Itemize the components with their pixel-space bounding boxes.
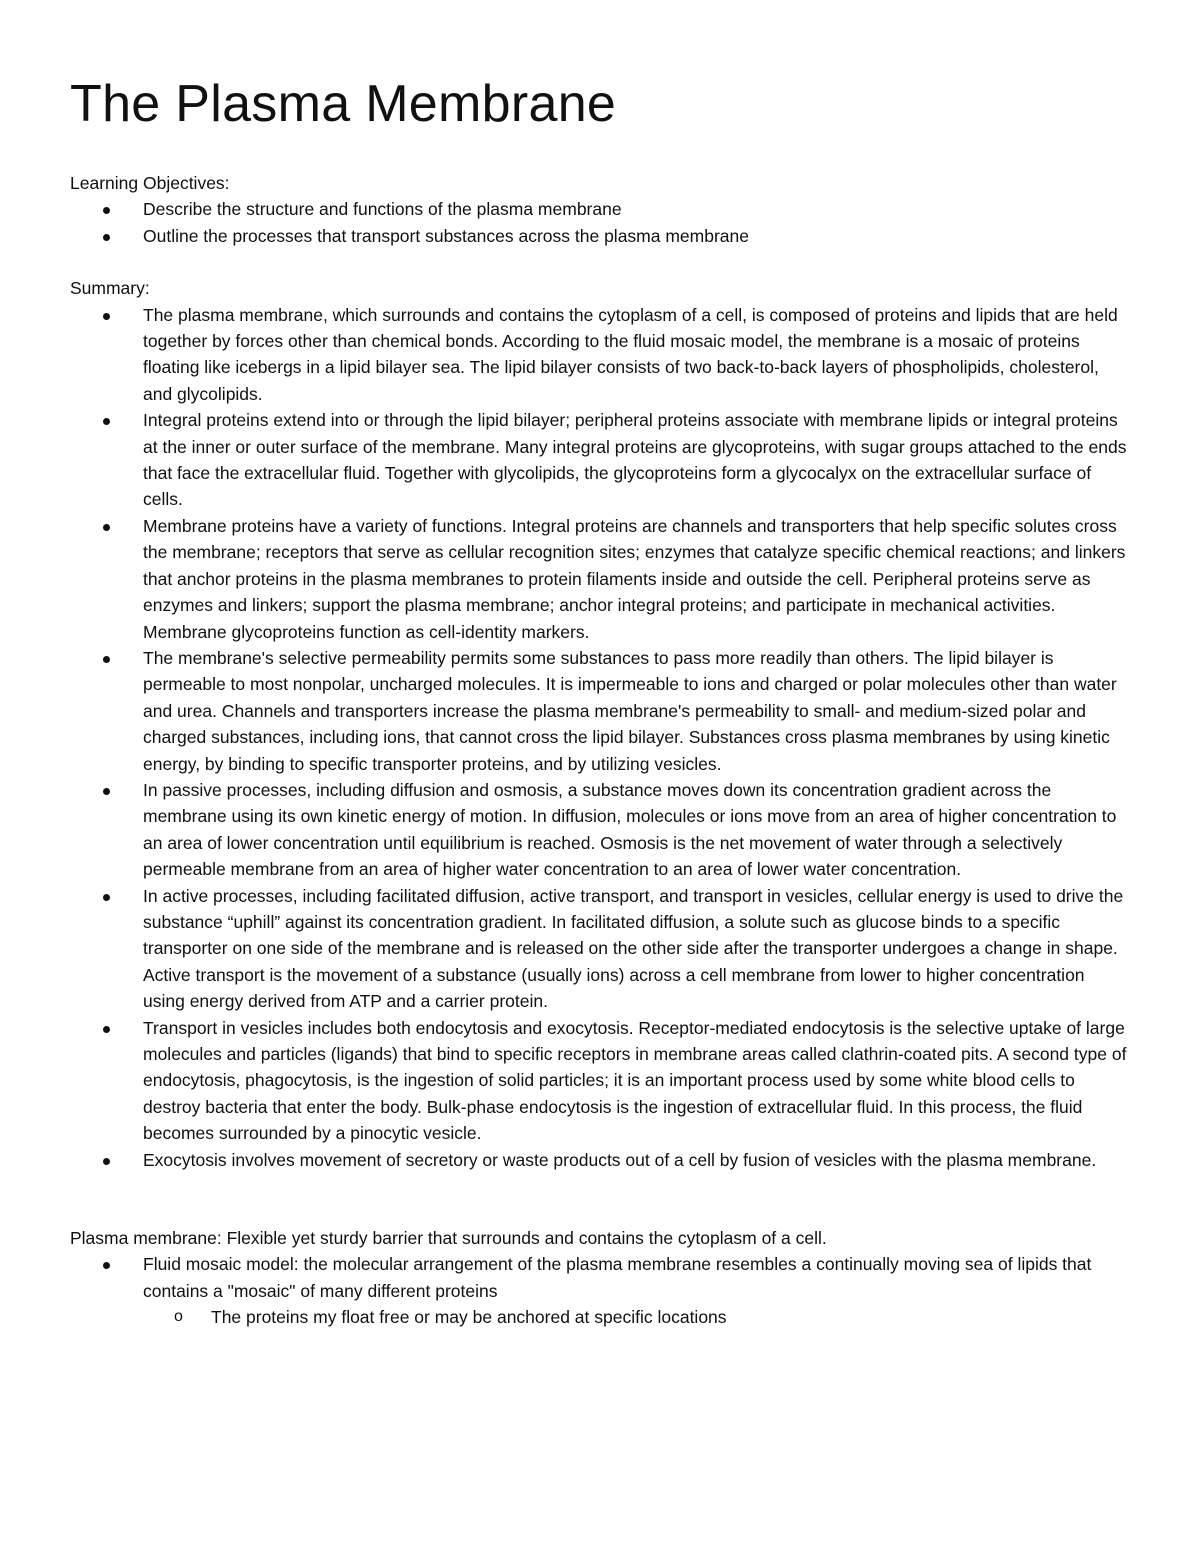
- sub-list-item: [70, 1304, 1130, 1330]
- list-item-text: Exocytosis involves movement of secretory or waste products out of a cell by fusion of vesicles with the plasma membrane.: [143, 1149, 1097, 1170]
- learning-objectives-label: Learning Objectives:: [70, 173, 230, 193]
- bullet-icon: [103, 1158, 110, 1165]
- plasma-membrane-list: [70, 1251, 1130, 1304]
- list-item: [70, 1015, 1130, 1147]
- bullet-icon: [103, 894, 110, 901]
- summary-label: Summary:: [70, 278, 150, 299]
- plasma-membrane-sublist: [70, 1304, 1130, 1330]
- sub-list-item-text: The proteins my float free or may be anchored at specific locations: [211, 1307, 727, 1328]
- bullet-icon: [103, 234, 110, 241]
- list-item-text: The membrane's selective permeability permits some substances to pass more readily than others. The lipid bilayer is permeable to most nonpolar, uncharged molecules. It is impermeable to ions and charged or polar molecules other than water and urea. Channels and transporters increase the plasma membrane's permeability to small- and medium-sized polar and charged substances, including ions, that cannot cross the lipid bilayer. Substances cross plasma membranes by using kinetic energy, by binding to specific transporter proteins, and by utilizing vesicles.: [143, 647, 1117, 774]
- learning-objectives-list: [70, 196, 1130, 249]
- list-item: [70, 196, 1130, 222]
- list-item: [70, 1147, 1130, 1173]
- bullet-icon: [103, 418, 110, 425]
- list-item-text: In passive processes, including diffusion and osmosis, a substance moves down its concentration gradient across the membrane using its own kinetic energy of motion. In diffusion, molecules or ions move from an area of higher concentration to an area of lower concentration until equilibrium is reached. Osmosis is the net movement of water through a selectively permeable membrane from an area of higher water concentration to an area of lower water concentration.: [143, 779, 1117, 880]
- list-item: [70, 777, 1130, 883]
- list-item: [70, 883, 1130, 1015]
- bullet-icon: [103, 1262, 110, 1269]
- list-item: [70, 302, 1130, 408]
- list-item-text: Outline the processes that transport substances across the plasma membrane: [143, 225, 749, 246]
- sub-bullet-icon: o: [174, 1308, 183, 1326]
- bullet-icon: [103, 524, 110, 531]
- list-item: [70, 1251, 1130, 1304]
- list-item-text: In active processes, including facilitated diffusion, active transport, and transport in vesicles, cellular energy is used to drive the substance “uphill” against its concentration gradient. In facilitated diffusion, a solute such as glucose binds to a specific transporter on one side of the membrane and is released on the other side after the transporter undergoes a change in shape. Active transport is the movement of a substance (usually ions) across a cell membrane from lower to higher concentration using energy derived from ATP and a carrier protein.: [143, 885, 1124, 1012]
- list-item-text: Fluid mosaic model: the molecular arrangement of the plasma membrane resembles a continually moving sea of lipids that contains a "mosaic" of many different proteins: [143, 1254, 1092, 1301]
- list-item: [70, 645, 1130, 777]
- list-item-text: Integral proteins extend into or through the lipid bilayer; peripheral proteins associate with membrane lipids or integral proteins at the inner or outer surface of the membrane. Many integral proteins are glycoproteins, with sugar groups attached to the ends that face the extracellular fluid. Together with glycolipids, the glycoproteins form a glycocalyx on the extracellular surface of cells.: [143, 410, 1127, 510]
- list-item-text: Membrane proteins have a variety of functions. Integral proteins are channels and transporters that help specific solutes cross the membrane; receptors that serve as cellular recognition sites; enzymes that catalyze specific chemical reactions; and linkers that anchor proteins in the plasma membranes to protein filaments inside and outside the cell. Peripheral proteins serve as enzymes and linkers; support the plasma membrane; anchor integral proteins; and participate in mechanical activities. Membrane glycoproteins function as cell-identity markers.: [143, 515, 1126, 642]
- list-item: [70, 513, 1130, 645]
- list-item-text: The plasma membrane, which surrounds and contains the cytoplasm of a cell, is composed of proteins and lipids that are held together by forces other than chemical bonds. According to the fluid mosaic model, the membrane is a mosaic of proteins floating like icebergs in a lipid bilayer sea. The lipid bilayer consists of two back-to-back layers of phospholipids, cholesterol, and glycolipids.: [143, 304, 1118, 404]
- list-item: [70, 407, 1130, 513]
- list-item: [70, 223, 1130, 249]
- list-item-text: Transport in vesicles includes both endocytosis and exocytosis. Receptor-mediated endocytosis is the selective uptake of large molecules and particles (ligands) that bind to specific receptors in membrane areas called clathrin-coated pits. A second type of endocytosis, phagocytosis, is the ingestion of solid particles; it is an important process used by some white blood cells to destroy bacteria that enter the body. Bulk-phase endocytosis is the ingestion of extracellular fluid. In this process, the fluid becomes surrounded by a pinocytic vesicle.: [143, 1017, 1127, 1144]
- bullet-icon: [103, 788, 110, 795]
- bullet-icon: [103, 1026, 110, 1033]
- summary-list: [70, 302, 1130, 1173]
- bullet-icon: [103, 207, 110, 214]
- plasma-membrane-definition: Plasma membrane: Flexible yet sturdy barrier that surrounds and contains the cytoplasm of a cell.: [70, 1228, 827, 1249]
- list-item-text: Describe the structure and functions of the plasma membrane: [143, 199, 622, 220]
- bullet-icon: [103, 313, 110, 320]
- page-title: The Plasma Membrane: [70, 75, 617, 133]
- bullet-icon: [103, 656, 110, 663]
